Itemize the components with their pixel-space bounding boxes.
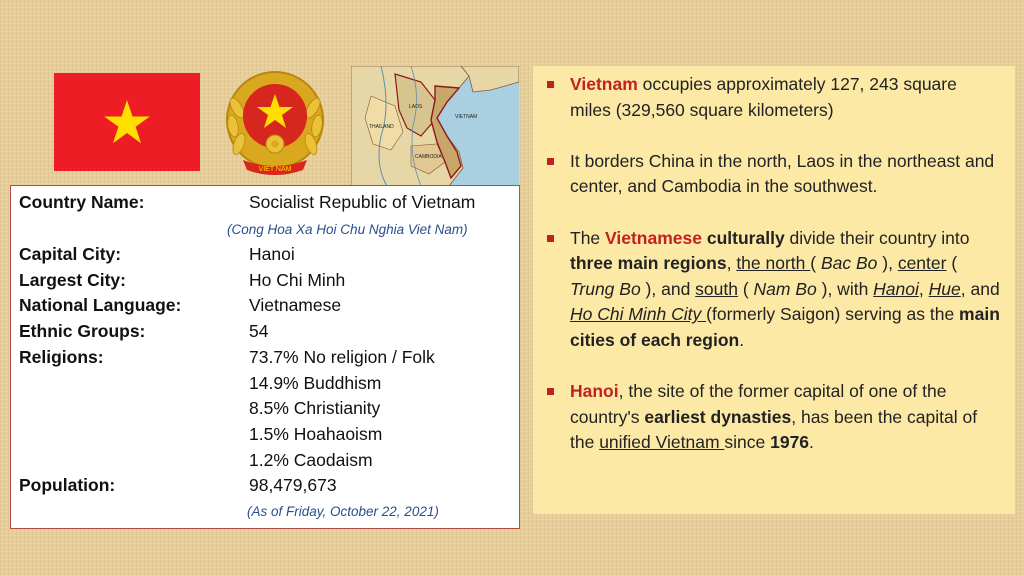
bullet-regions <box>547 226 1001 354</box>
ethnic-groups-value: 54 <box>249 321 269 341</box>
bullet-text: ), and <box>640 278 696 299</box>
country-name-label: Country Name: <box>19 192 145 212</box>
bullet-text: occupies approximately 127, 243 square miles (329,560 square kilometers) <box>570 74 957 120</box>
bullet-borders <box>547 149 1001 200</box>
vietnam-region-map <box>351 66 519 186</box>
bullet-text: , has been the capital of the <box>570 406 978 453</box>
bullet-hanoi <box>547 379 1001 456</box>
religion-item: 1.2% Caodaism <box>249 450 373 470</box>
flag-star-icon <box>104 100 150 143</box>
vietnam-flag <box>54 73 200 171</box>
bullet-text: It borders China in the north, Laos in the northeast and center, and Cambodia in the southwest. <box>570 150 995 197</box>
bullet-square-icon <box>547 235 554 242</box>
bullet-square-icon <box>547 388 554 395</box>
country-info-box <box>10 185 520 529</box>
religion-item: 14.9% Buddhism <box>249 373 382 393</box>
bullet-text: ( <box>946 253 958 274</box>
trung-bo-italic: Trung Bo <box>570 278 641 299</box>
center-link[interactable]: center <box>897 253 947 274</box>
vietnam-national-emblem <box>223 68 327 180</box>
bullet-text: , <box>726 253 737 274</box>
bullet-text: , the site of the former capital of one of the country's <box>570 381 947 427</box>
vietnam-highlight: Vietnam <box>570 74 638 94</box>
national-language-value: Vietnamese <box>249 295 342 315</box>
religions-label: Religions: <box>19 347 104 367</box>
capital-city-value: Hanoi <box>249 244 295 264</box>
bullet-text: ( <box>810 253 821 274</box>
unified-vietnam-link[interactable]: unified Vietnam <box>599 432 725 453</box>
bullet-text: The <box>570 227 606 248</box>
bullet-text: ( <box>737 278 754 299</box>
hanoi-highlight: Hanoi <box>570 381 619 402</box>
bullet-text: ), with <box>816 278 874 299</box>
capital-city-label: Capital City: <box>19 244 122 264</box>
religion-item: 8.5% Christianity <box>249 398 381 418</box>
map-label-laos: LAOS <box>409 104 423 110</box>
three-regions-bold: three main regions <box>570 253 727 274</box>
bullet-text: ), <box>877 253 898 274</box>
map-label-cambodia: CAMBODIA <box>415 154 442 160</box>
south-link[interactable]: south <box>695 278 738 299</box>
bullet-text: since <box>724 432 771 453</box>
population-label: Population: <box>19 475 116 495</box>
national-language-label: National Language: <box>19 295 182 315</box>
country-name-value: Socialist Republic of Vietnam <box>249 192 476 212</box>
bullet-square-icon <box>547 158 554 165</box>
bullet-text: . <box>739 329 745 350</box>
largest-city-label: Largest City: <box>19 270 126 290</box>
population-note: (As of Friday, October 22, 2021) <box>247 504 439 519</box>
bullet-area <box>547 72 1001 123</box>
ethnic-groups-label: Ethnic Groups: <box>19 321 146 341</box>
map-label-vietnam: VIETNAM <box>455 114 478 120</box>
bullet-square-icon <box>547 81 554 88</box>
religion-item: 73.7% No religion / Folk <box>249 347 435 367</box>
religion-item: 1.5% Hoahaoism <box>249 424 383 444</box>
year-1976-bold: 1976 <box>770 432 810 453</box>
nam-bo-italic: Nam Bo <box>753 278 817 299</box>
facts-panel <box>533 66 1015 514</box>
hue-link[interactable]: Hue <box>928 278 961 299</box>
ho-chi-minh-city-link[interactable]: Ho Chi Minh City <box>570 304 707 325</box>
bullet-text: (formerly Saigon) serving as the <box>706 304 960 325</box>
bullet-text: . <box>809 432 814 453</box>
population-value: 98,479,673 <box>249 475 337 495</box>
bullet-text: , and <box>960 278 1000 299</box>
bullet-text: divide their country into <box>784 227 970 248</box>
main-cities-bold: main cities of each region <box>570 304 1000 350</box>
the-north-link[interactable]: the north <box>736 253 811 274</box>
culturally-bold: culturally <box>706 227 785 248</box>
hanoi-link[interactable]: Hanoi <box>873 278 919 299</box>
emblem-banner-text: VIET NAM <box>258 166 292 173</box>
bullet-text: , <box>918 278 929 299</box>
vietnamese-highlight: Vietnamese <box>605 227 702 248</box>
largest-city-value: Ho Chi Minh <box>249 270 346 290</box>
map-label-thailand: THAILAND <box>369 124 394 130</box>
bac-bo-italic: Bac Bo <box>820 253 878 274</box>
country-name-note: (Cong Hoa Xa Hoi Chu Nghia Viet Nam) <box>227 222 468 237</box>
earliest-dynasties-bold: earliest dynasties <box>644 406 792 427</box>
